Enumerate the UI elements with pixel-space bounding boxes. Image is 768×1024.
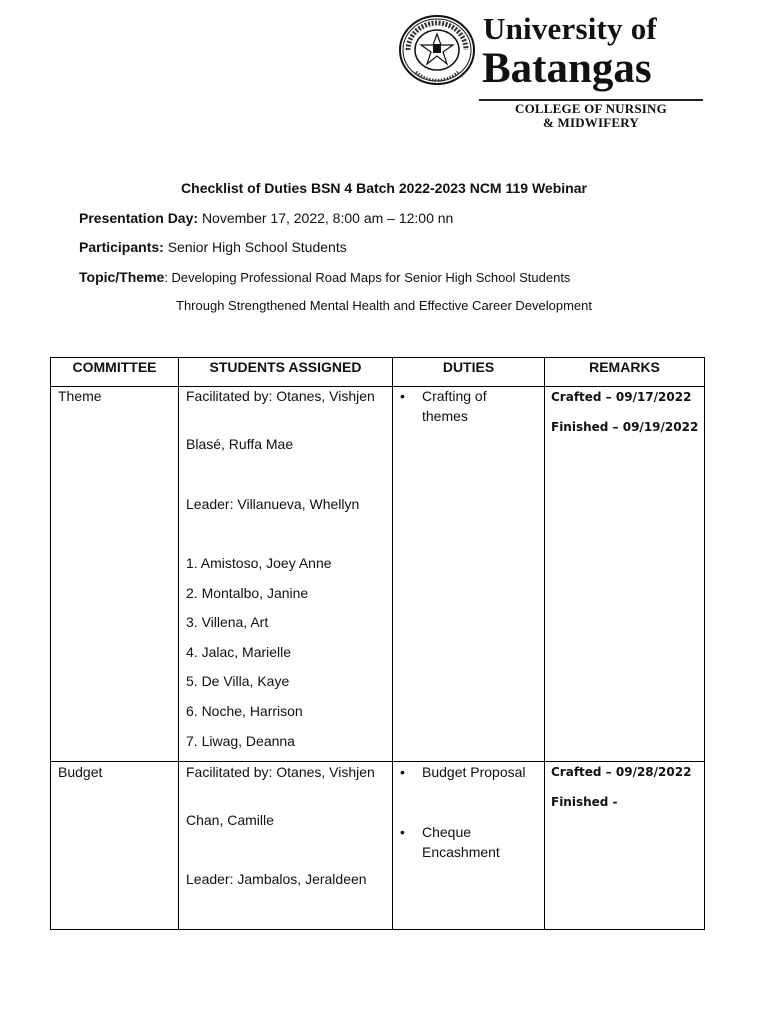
university-name-line2: Batangas [482, 45, 652, 92]
presentation-day-value: November 17, 2022, 8:00 am – 12:00 nn [201, 210, 454, 226]
remark-entry: Finished – 09/19/2022 [551, 420, 699, 434]
student-leader: Leader: Jambalos, Jeraldeen [186, 871, 367, 887]
presentation-day-label: Presentation Day: [79, 210, 199, 226]
presentation-day-line [79, 210, 453, 226]
committee-cell: Theme [58, 388, 102, 404]
header-duties: DUTIES [442, 359, 495, 375]
header-remarks: REMARKS [589, 359, 660, 375]
university-name-line1: University of [483, 11, 657, 46]
document-title: Checklist of Duties BSN 4 Batch 2022-2023 NCM 119 Webinar [181, 180, 587, 196]
students-cell [186, 762, 386, 782]
student-entry: Facilitated by: Otanes, Vishjen [186, 388, 375, 404]
students-cell [186, 386, 386, 406]
remark-entry: Crafted – 09/28/2022 [551, 765, 692, 779]
participants-label: Participants: [79, 239, 164, 255]
topic-label: Topic/Theme [79, 269, 165, 285]
header-students-assigned: STUDENTS ASSIGNED [209, 359, 362, 375]
duties-table [50, 357, 705, 930]
participants-value: Senior High School Students [167, 239, 347, 255]
duty-text: Cheque Encashment [422, 824, 500, 860]
table-column-divider [392, 357, 393, 930]
participants-line [79, 239, 347, 255]
topic-value-continued: Through Strengthened Mental Health and Effective Career Development [176, 298, 593, 313]
college-name-line2: & MIDWIFERY [543, 115, 639, 130]
student-entry: 4. Jalac, Marielle [186, 644, 292, 660]
remark-entry: Crafted – 09/17/2022 [551, 390, 692, 404]
student-entry: Facilitated by: Otanes, Vishjen [186, 764, 375, 780]
duty-text: Budget Proposal [422, 764, 526, 780]
table-column-divider [178, 357, 179, 930]
bullet-icon: • [400, 388, 405, 404]
duty-text: Crafting of themes [422, 388, 487, 424]
header-committee: COMMITTEE [72, 359, 157, 375]
student-entry: 6. Noche, Harrison [186, 703, 303, 719]
student-entry: 7. Liwag, Deanna [186, 733, 295, 749]
table-border-right [704, 357, 705, 930]
table-border-bottom [50, 929, 705, 930]
university-seal-logo [398, 14, 476, 86]
bullet-icon: • [400, 824, 405, 840]
student-entry: 2. Montalbo, Janine [186, 585, 309, 601]
table-column-divider [544, 357, 545, 930]
remark-entry: Finished - [551, 795, 618, 809]
student-entry: Chan, Camille [186, 812, 274, 828]
committee-cell: Budget [58, 764, 103, 780]
student-leader: Leader: Villanueva, Whellyn [186, 496, 360, 512]
college-name-line1: COLLEGE OF NURSING [515, 101, 667, 116]
bullet-icon: • [400, 764, 405, 780]
topic-line [79, 269, 570, 285]
student-entry: 5. De Villa, Kaye [186, 673, 290, 689]
student-entry: Blasé, Ruffa Mae [186, 436, 294, 452]
topic-value: : Developing Professional Road Maps for Senior High School Students [164, 270, 571, 285]
table-border-left [50, 357, 51, 930]
student-entry: 1. Amistoso, Joey Anne [186, 555, 332, 571]
student-entry: 3. Villena, Art [186, 614, 269, 630]
